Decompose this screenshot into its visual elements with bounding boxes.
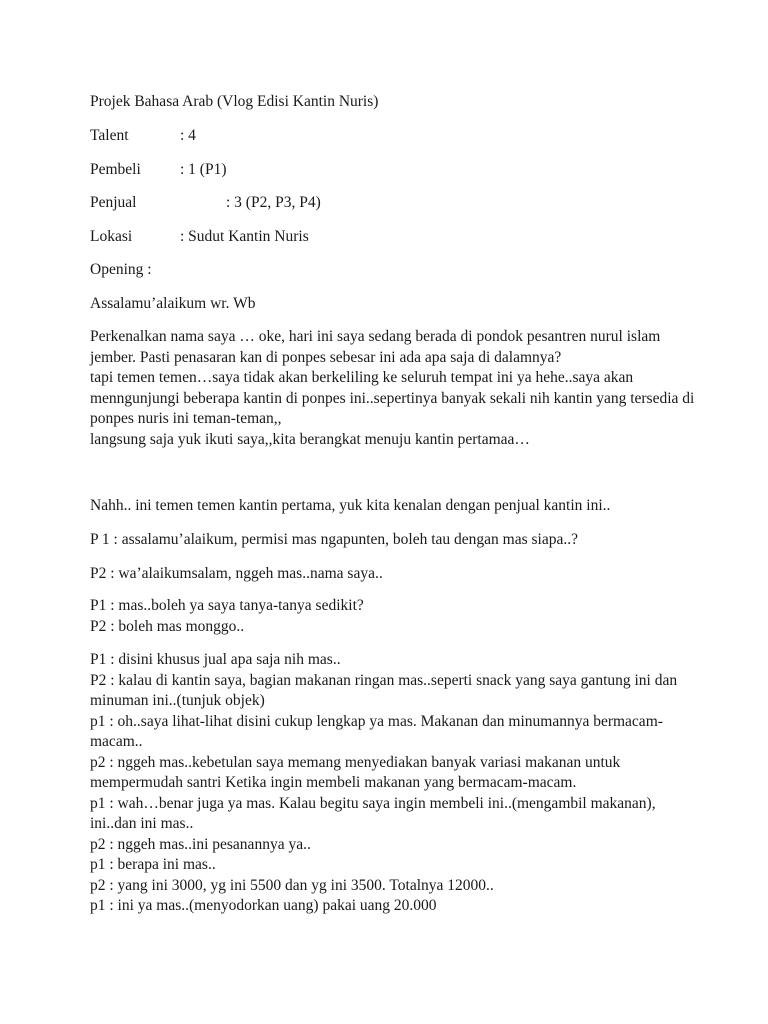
dialog-line: P2 : boleh mas monggo.. — [90, 617, 245, 635]
dialog-line: p1 : oh..saya lihat-lihat disini cukup lengkap ya mas. Makanan dan minumannya bermacam- — [90, 712, 663, 730]
dialog-line: mempermudah santri Ketika ingin membeli makanan yang bermacam-macam. — [90, 774, 577, 791]
field-label: Lokasi — [90, 228, 133, 245]
field-value: : 1 (P1) — [180, 161, 227, 178]
dialog-block — [90, 650, 690, 917]
dialog-line: P1 : mas..boleh ya saya tanya-tanya sedikit? — [90, 597, 364, 614]
paragraph-line: Perkenalkan nama saya … oke, hari ini saya sedang berada di pondok pesantren nurul islam — [90, 328, 661, 345]
dialog-line: p2 : nggeh mas..ini pesanannya ya.. — [90, 835, 311, 853]
field-value: : 3 (P2, P3, P4) — [226, 194, 321, 211]
opening-label: Opening : — [90, 261, 152, 278]
field-label: Penjual — [90, 194, 137, 211]
dialog-line: P2 : wa’alaikumsalam, nggeh mas..nama saya.. — [90, 565, 383, 582]
dialog-line: p1 : wah…benar juga ya mas. Kalau begitu saya ingin membeli ini..(mengambil makanan), — [90, 794, 656, 812]
paragraph-line: menngunjungi beberapa kantin di ponpes ini..sepertinya banyak sekali nih kantin yang tersedia di — [90, 389, 695, 407]
dialog-line: p2 : nggeh mas..kebetulan saya memang menyediakan banyak variasi makanan untuk — [90, 753, 621, 771]
dialog-line: p2 : yang ini 3000, yg ini 5500 dan yg ini 3500. Totalnya 12000.. — [90, 876, 494, 894]
dialog-line: P2 : kalau di kantin saya, bagian makanan ringan mas..seperti snack yang saya gantung ini dan — [90, 671, 678, 689]
field-value: : 4 — [180, 127, 196, 144]
dialog-line: P1 : disini khusus jual apa saja nih mas.. — [90, 651, 341, 668]
paragraph-line: langsung saja yuk ikuti saya,,kita berangkat menuju kantin pertamaa… — [90, 430, 530, 448]
scene-intro: Nahh.. ini temen temen kantin pertama, yuk kita kenalan dengan penjual kantin ini.. — [90, 497, 611, 514]
paragraph-line: jember. Pasti penasaran kan di ponpes sebesar ini ada apa saja di dalamnya? — [90, 348, 562, 366]
field-label: Talent — [90, 127, 129, 144]
dialog-line: p1 : berapa ini mas.. — [90, 856, 216, 873]
dialog-line: ini..dan ini mas.. — [90, 815, 194, 832]
paragraph-line: tapi temen temen…saya tidak akan berkeliling ke seluruh tempat ini ya hehe..saya akan — [90, 369, 634, 386]
dialog-block — [90, 596, 690, 637]
field-label: Pembeli — [90, 161, 141, 178]
dialog-line: minuman ini..(tunjuk objek) — [90, 692, 265, 709]
paragraph-line: ponpes nuris ini teman-teman,, — [90, 410, 282, 427]
dialog-line: macam.. — [90, 733, 143, 750]
dialog-line: p1 : ini ya mas..(menyodorkan uang) pakai uang 20.000 — [90, 897, 437, 914]
field-value: : Sudut Kantin Nuris — [180, 228, 309, 245]
intro-paragraph — [90, 327, 695, 450]
dialog-line: P 1 : assalamu’alaikum, permisi mas ngapunten, boleh tau dengan mas siapa..? — [90, 531, 578, 548]
document-title: Projek Bahasa Arab (Vlog Edisi Kantin Nuris) — [90, 93, 379, 110]
greeting: Assalamu’alaikum wr. Wb — [90, 295, 256, 312]
